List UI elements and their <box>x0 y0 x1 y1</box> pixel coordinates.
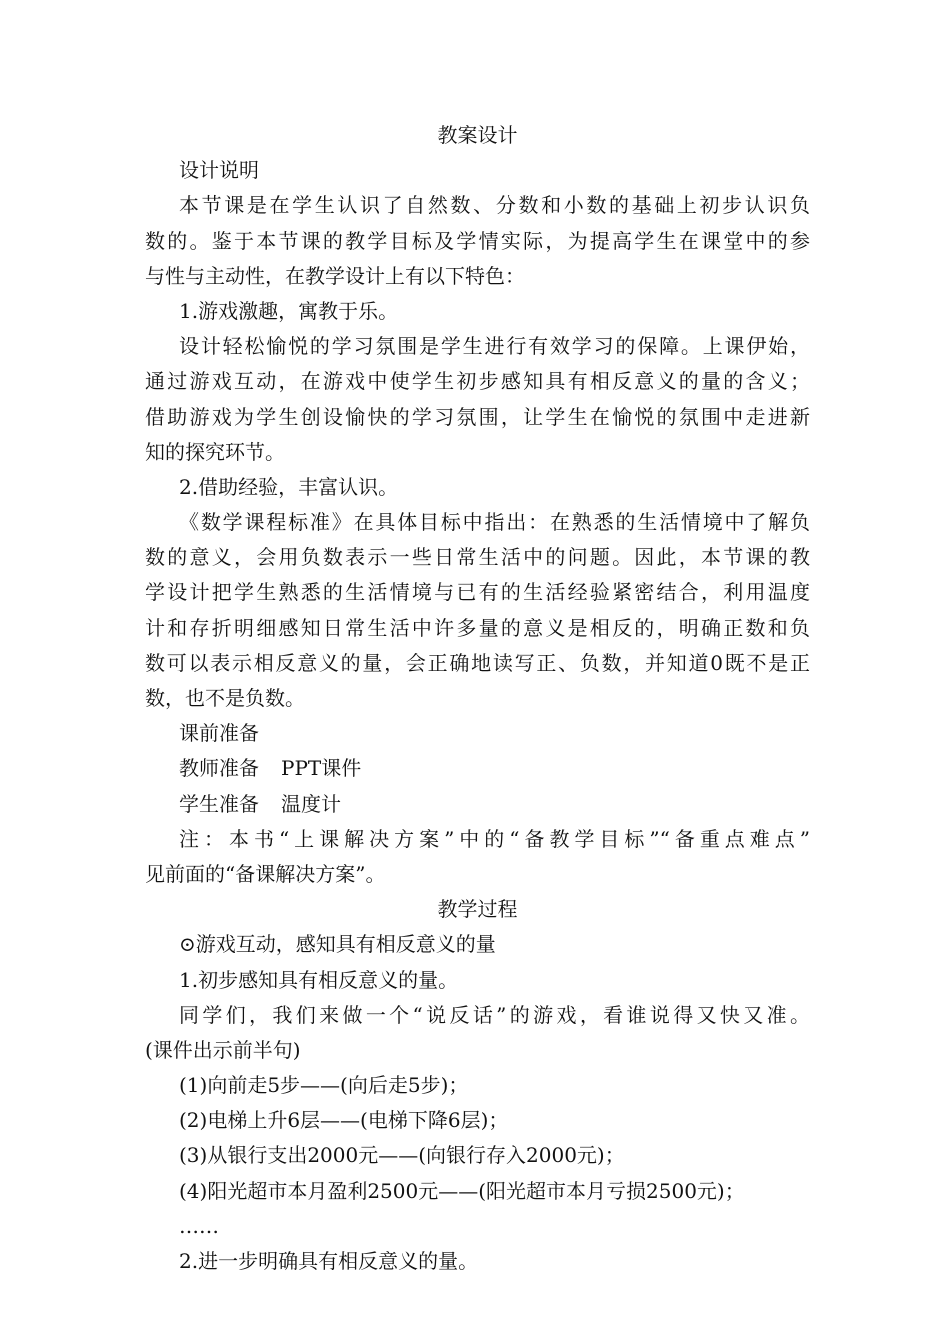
example-4: (4)阳光超市本月盈利2500元——(阳光超市本月亏损2500元)； <box>179 1178 745 1203</box>
step-1-heading: 1.初步感知具有相反意义的量。 <box>179 967 459 992</box>
step-1-line-2: (课件出示前半句) <box>145 1037 301 1062</box>
step-1-line-1: 同学们，我们来做一个“说反话”的游戏，看谁说得又快又准。 <box>179 1002 810 1027</box>
intro-line-1: 本节课是在学生认识了自然数、分数和小数的基础上初步认识负 <box>179 193 810 218</box>
intro-line-2: 数的。鉴于本节课的教学目标及学情实际，为提高学生在课堂中的参 <box>145 228 810 253</box>
point-1-line-4: 知的探究环节。 <box>145 439 285 464</box>
point-1-heading: 1.游戏激趣，寓教于乐。 <box>179 298 399 323</box>
design-heading: 设计说明 <box>179 158 259 183</box>
section-1-heading: ⊙游戏互动，感知具有相反意义的量 <box>179 932 496 957</box>
point-2-line-6: 数，也不是负数。 <box>145 686 305 710</box>
ellipsis: …… <box>179 1213 219 1238</box>
teacher-prep <box>145 751 810 786</box>
intro-line-3: 与性与主动性，在教学设计上有以下特色： <box>145 263 525 288</box>
example-1: (1)向前走5步——(向后走5步)； <box>179 1073 469 1098</box>
teacher-prep-value: PPT课件 <box>281 756 362 781</box>
step-2-heading: 2.进一步明确具有相反意义的量。 <box>179 1249 479 1273</box>
page-title: 教案设计 <box>437 123 518 147</box>
teacher-prep-label: 教师准备 <box>179 756 259 781</box>
point-2-line-3: 学设计把学生熟悉的生活情境与已有的生活经验紧密结合，利用温度 <box>145 580 810 605</box>
example-2: (2)电梯上升6层——(电梯下降6层)； <box>179 1108 509 1133</box>
point-1-line-1: 设计轻松愉悦的学习氛围是学生进行有效学习的保障。上课伊始， <box>179 334 810 359</box>
student-prep-label: 学生准备 <box>179 791 259 816</box>
point-2-line-2: 数的意义，会用负数表示一些日常生活中的问题。因此，本节课的教 <box>145 545 810 570</box>
process-title: 教学过程 <box>437 897 518 922</box>
note-line-2: 见前面的“备课解决方案”。 <box>145 861 386 886</box>
example-3: (3)从银行支出2000元——(向银行存入2000元)； <box>179 1143 625 1168</box>
prep-heading: 课前准备 <box>179 721 259 746</box>
point-2-line-4: 计和存折明细感知日常生活中许多量的意义是相反的，明确正数和负 <box>145 615 810 640</box>
point-2-line-5: 数可以表示相反意义的量，会正确地读写正、负数，并知道0既不是正 <box>145 650 810 675</box>
student-prep <box>145 787 810 822</box>
point-1-line-3: 借助游戏为学生创设愉快的学习氛围，让学生在愉悦的氛围中走进新 <box>145 404 810 429</box>
point-2-heading: 2.借助经验，丰富认识。 <box>179 474 399 499</box>
point-2-line-1: 《数学课程标准》在具体目标中指出：在熟悉的生活情境中了解负 <box>179 510 810 535</box>
document-body <box>145 118 810 1279</box>
point-1-line-2: 通过游戏互动，在游戏中使学生初步感知具有相反意义的量的含义； <box>145 369 810 394</box>
student-prep-value: 温度计 <box>281 791 341 816</box>
note-line-1: 注：本书“上课解决方案”中的“备教学目标”“备重点难点” <box>179 826 810 851</box>
